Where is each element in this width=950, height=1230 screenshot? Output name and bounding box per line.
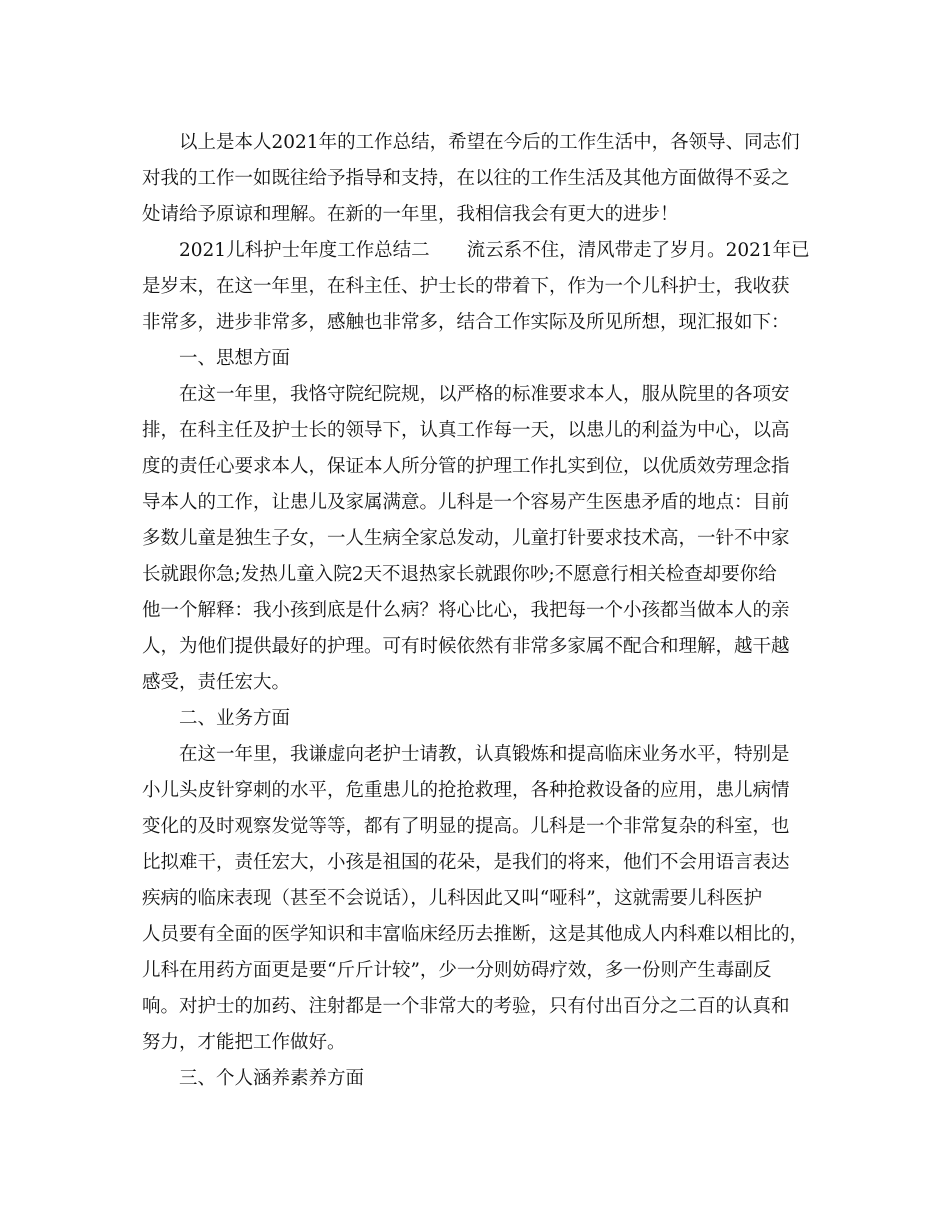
paragraph-line: 在这一年里，我恪守院纪院规，以严格的标准要求本人，服从院里的各项安: [179, 384, 790, 405]
section-heading: 三、个人涵养素养方面: [179, 1068, 365, 1089]
paragraph-line: 是岁末，在这一年里，在科主任、护士长的带着下，作为一个儿科护士，我收获: [142, 276, 790, 297]
paragraph-line: 长就跟你急;发热儿童入院2天不退热家长就跟你吵;不愿意行相关检查却要你给: [142, 564, 777, 585]
paragraph-line: 比拟难干，责任宏大，小孩是祖国的花朵，是我们的将来，他们不会用语言表达: [142, 852, 790, 873]
paragraph-line: 导本人的工作，让患儿及家属满意。儿科是一个容易产生医患矛盾的地点：目前: [142, 492, 790, 513]
paragraph-line: 响。对护士的加药、注射都是一个非常大的考验，只有付出百分之二百的认真和: [142, 996, 790, 1017]
paragraph-line: 非常多，进步非常多，感触也非常多，结合工作实际及所见所想，现汇报如下：: [142, 312, 790, 333]
paragraph-line: 变化的及时观察发觉等等，都有了明显的提高。儿科是一个非常复杂的科室，也: [142, 816, 790, 837]
paragraph-line: 感受，责任宏大。: [142, 672, 291, 693]
paragraph-line: 他一个解释：我小孩到底是什么病？将心比心，我把每一个小孩都当做本人的亲: [142, 600, 790, 621]
paragraph-line: 度的责任心要求本人，保证本人所分管的护理工作扎实到位，以优质效劳理念指: [142, 456, 790, 477]
paragraph-line: 对我的工作一如既往给予指导和支持，在以往的工作生活及其他方面做得不妥之: [142, 168, 790, 189]
paragraph-line: 努力，才能把工作做好。: [142, 1032, 346, 1053]
paragraph-line: 儿科在用药方面更是要“斤斤计较”，少一分则妨碍疗效，多一份则产生毒副反: [142, 960, 772, 981]
section-heading: 二、业务方面: [179, 708, 291, 729]
paragraph-line: 小儿头皮针穿刺的水平，危重患儿的抢抢救理，各种抢救设备的应用，患儿病情: [142, 780, 790, 801]
paragraph-line: 处请给予原谅和理解。在新的一年里，我相信我会有更大的进步！: [142, 204, 679, 225]
paragraph-line: 疾病的临床表现（甚至不会说话），儿科因此又叫“哑科”，这就需要儿科医护: [142, 888, 763, 909]
paragraph-line: 在这一年里，我谦虚向老护士请教，认真锻炼和提高临床业务水平，特别是: [179, 744, 790, 765]
paragraph-line: 排，在科主任及护士长的领导下，认真工作每一天，以患儿的利益为中心，以高: [142, 420, 790, 441]
paragraph-line: 2021儿科护士年度工作总结二 流云系不住，清风带走了岁月。2021年已: [179, 240, 810, 261]
document-body: [142, 125, 810, 1097]
paragraph-line: 以上是本人2021年的工作总结，希望在今后的工作生活中，各领导、同志们: [179, 132, 800, 153]
paragraph-line: 人，为他们提供最好的护理。可有时候依然有非常多家属不配合和理解，越干越: [142, 636, 790, 657]
paragraph-line: 多数儿童是独生子女，一人生病全家总发动，儿童打针要求技术高，一针不中家: [142, 528, 790, 549]
section-heading: 一、思想方面: [179, 348, 291, 369]
paragraph-line: 人员要有全面的医学知识和丰富临床经历去推断，这是其他成人内科难以相比的，: [142, 924, 809, 945]
